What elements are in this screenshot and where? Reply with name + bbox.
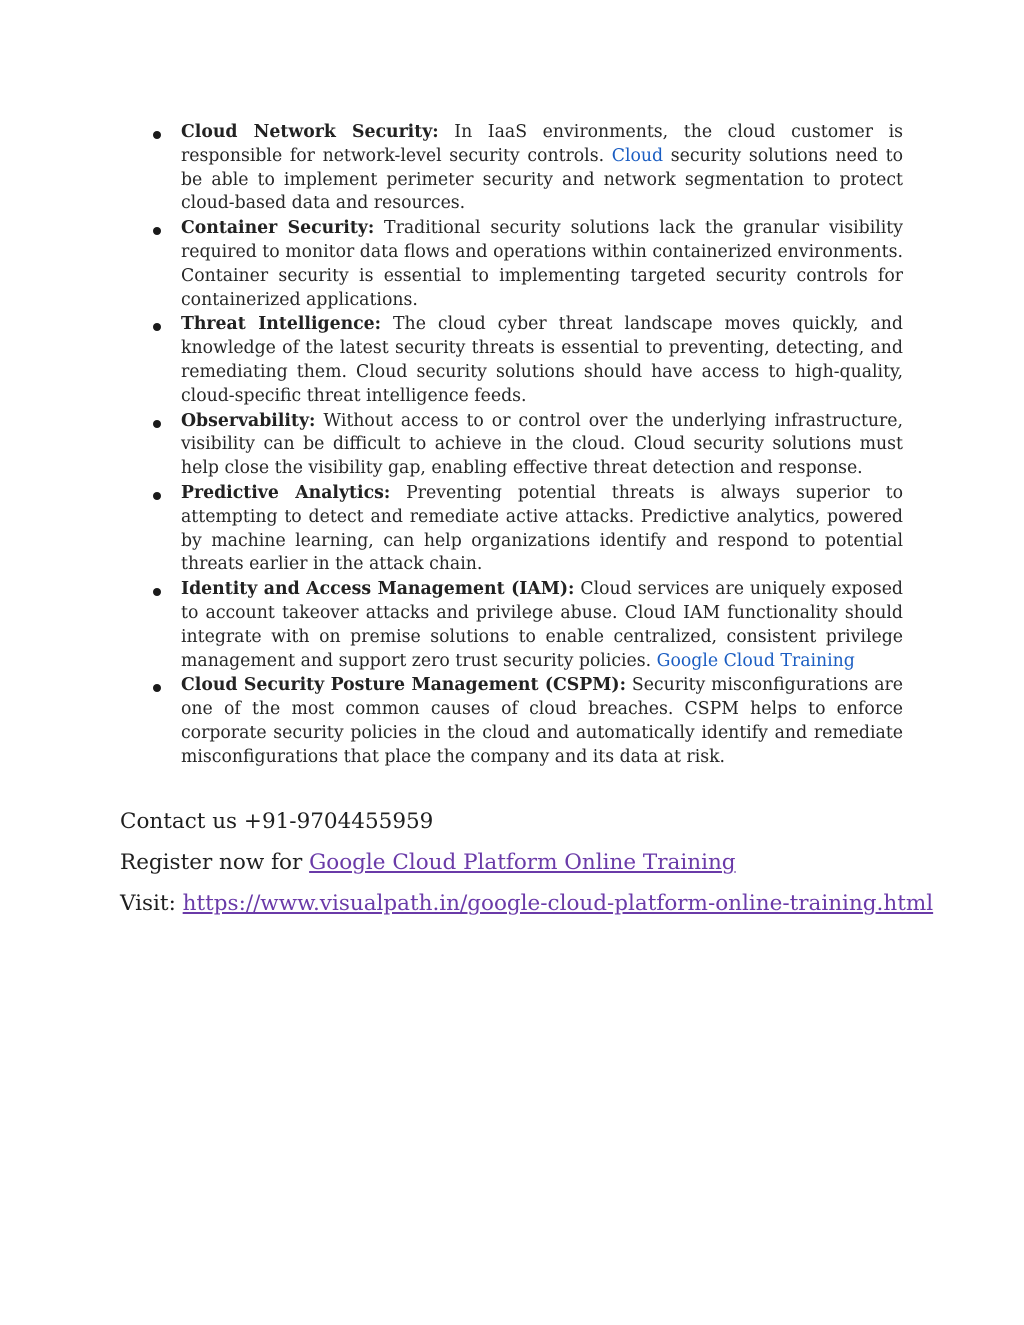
register-line [120,850,736,875]
bullet-title: Threat Intelligence: [181,314,382,335]
bullet-title: Observability: [181,410,316,431]
bullet-text: The cloud cyber threat landscape moves quickly, and knowledge of the latest security threats is essential to preventing, detecting, and remediating them. Cloud security solutions should have access to high-quality, cloud-specific threat intelligence feeds. [181,314,903,406]
contact-line [120,809,433,834]
bullet-text: Without access to or control over the underlying infrastructure, visibility can be difficult to achieve in the cloud. Cloud security solutions must help close the visibility gap, enabling effective threat detection and response. [181,410,903,479]
visit-prefix: Visit: [120,891,183,916]
bullet-text: In IaaS environments, the cloud customer is responsible for network-level security controls. [181,122,903,166]
bullet-dot-icon [153,492,161,500]
bullet-title: Identity and Access Management (IAM): [181,579,575,600]
contact-phone-text: Contact us +91-9704455959 [120,809,434,834]
bullet-dot-icon [153,131,161,139]
bullet-dot-icon [153,323,161,331]
bullet-text: Preventing potential threats is always superior to attempting to detect and remediate active attacks. Predictive analytics, powered by machine learning, can help organizations identify and respond to potential threats earlier in the attack chain. [181,482,903,575]
bullet-item [135,410,903,481]
bullet-text: security solutions need to be able to implement perimeter security and network segmentation to protect cloud-based data and resources. [181,145,904,214]
bullet-text: Cloud services are uniquely exposed to account takeover attacks and privilege abuse. Cloud IAM functionality should integrate with on premise solutions to enable centralized, consistent privilege management and support zero trust security policies. [181,579,903,671]
visit-url-link[interactable]: https://www.visualpath.in/google-cloud-platform-online-training.html [182,891,934,916]
bullet-item [135,121,903,216]
bullet-title: Container Security: [181,218,375,239]
bullet-dot-icon [153,684,161,692]
register-prefix: Register now for [120,850,310,875]
bullet-title: Cloud Security Posture Management (CSPM): [181,675,626,696]
bullet-dot-icon [153,588,161,596]
cloud-link[interactable]: Cloud [611,145,664,166]
bullet-title: Cloud Network Security: [181,122,439,142]
bullet-title: Predictive Analytics: [181,482,391,503]
bullet-item [135,674,903,769]
bullet-item [135,217,903,312]
google-cloud-training-link[interactable]: Google Cloud Training [656,650,855,671]
bullet-text: Traditional security solutions lack the granular visibility required to monitor data flows and operations within containerized environments. Container security is essential to implementing targeted security controls for containerized applications. [181,218,903,310]
bullet-item [135,578,903,673]
bullet-dot-icon [153,227,161,235]
visit-line [120,891,933,916]
register-training-link[interactable]: Google Cloud Platform Online Training [309,850,736,875]
bullet-item [135,313,903,408]
bullet-dot-icon [153,420,161,428]
bullet-item [135,482,903,577]
security-features-list [135,121,903,771]
bullet-text: Security misconfigurations are one of the most common causes of cloud breaches. CSPM helps to enforce corporate security policies in the cloud and automatically identify and remediate misconfigurations that place the company and its data at risk. [181,675,903,767]
